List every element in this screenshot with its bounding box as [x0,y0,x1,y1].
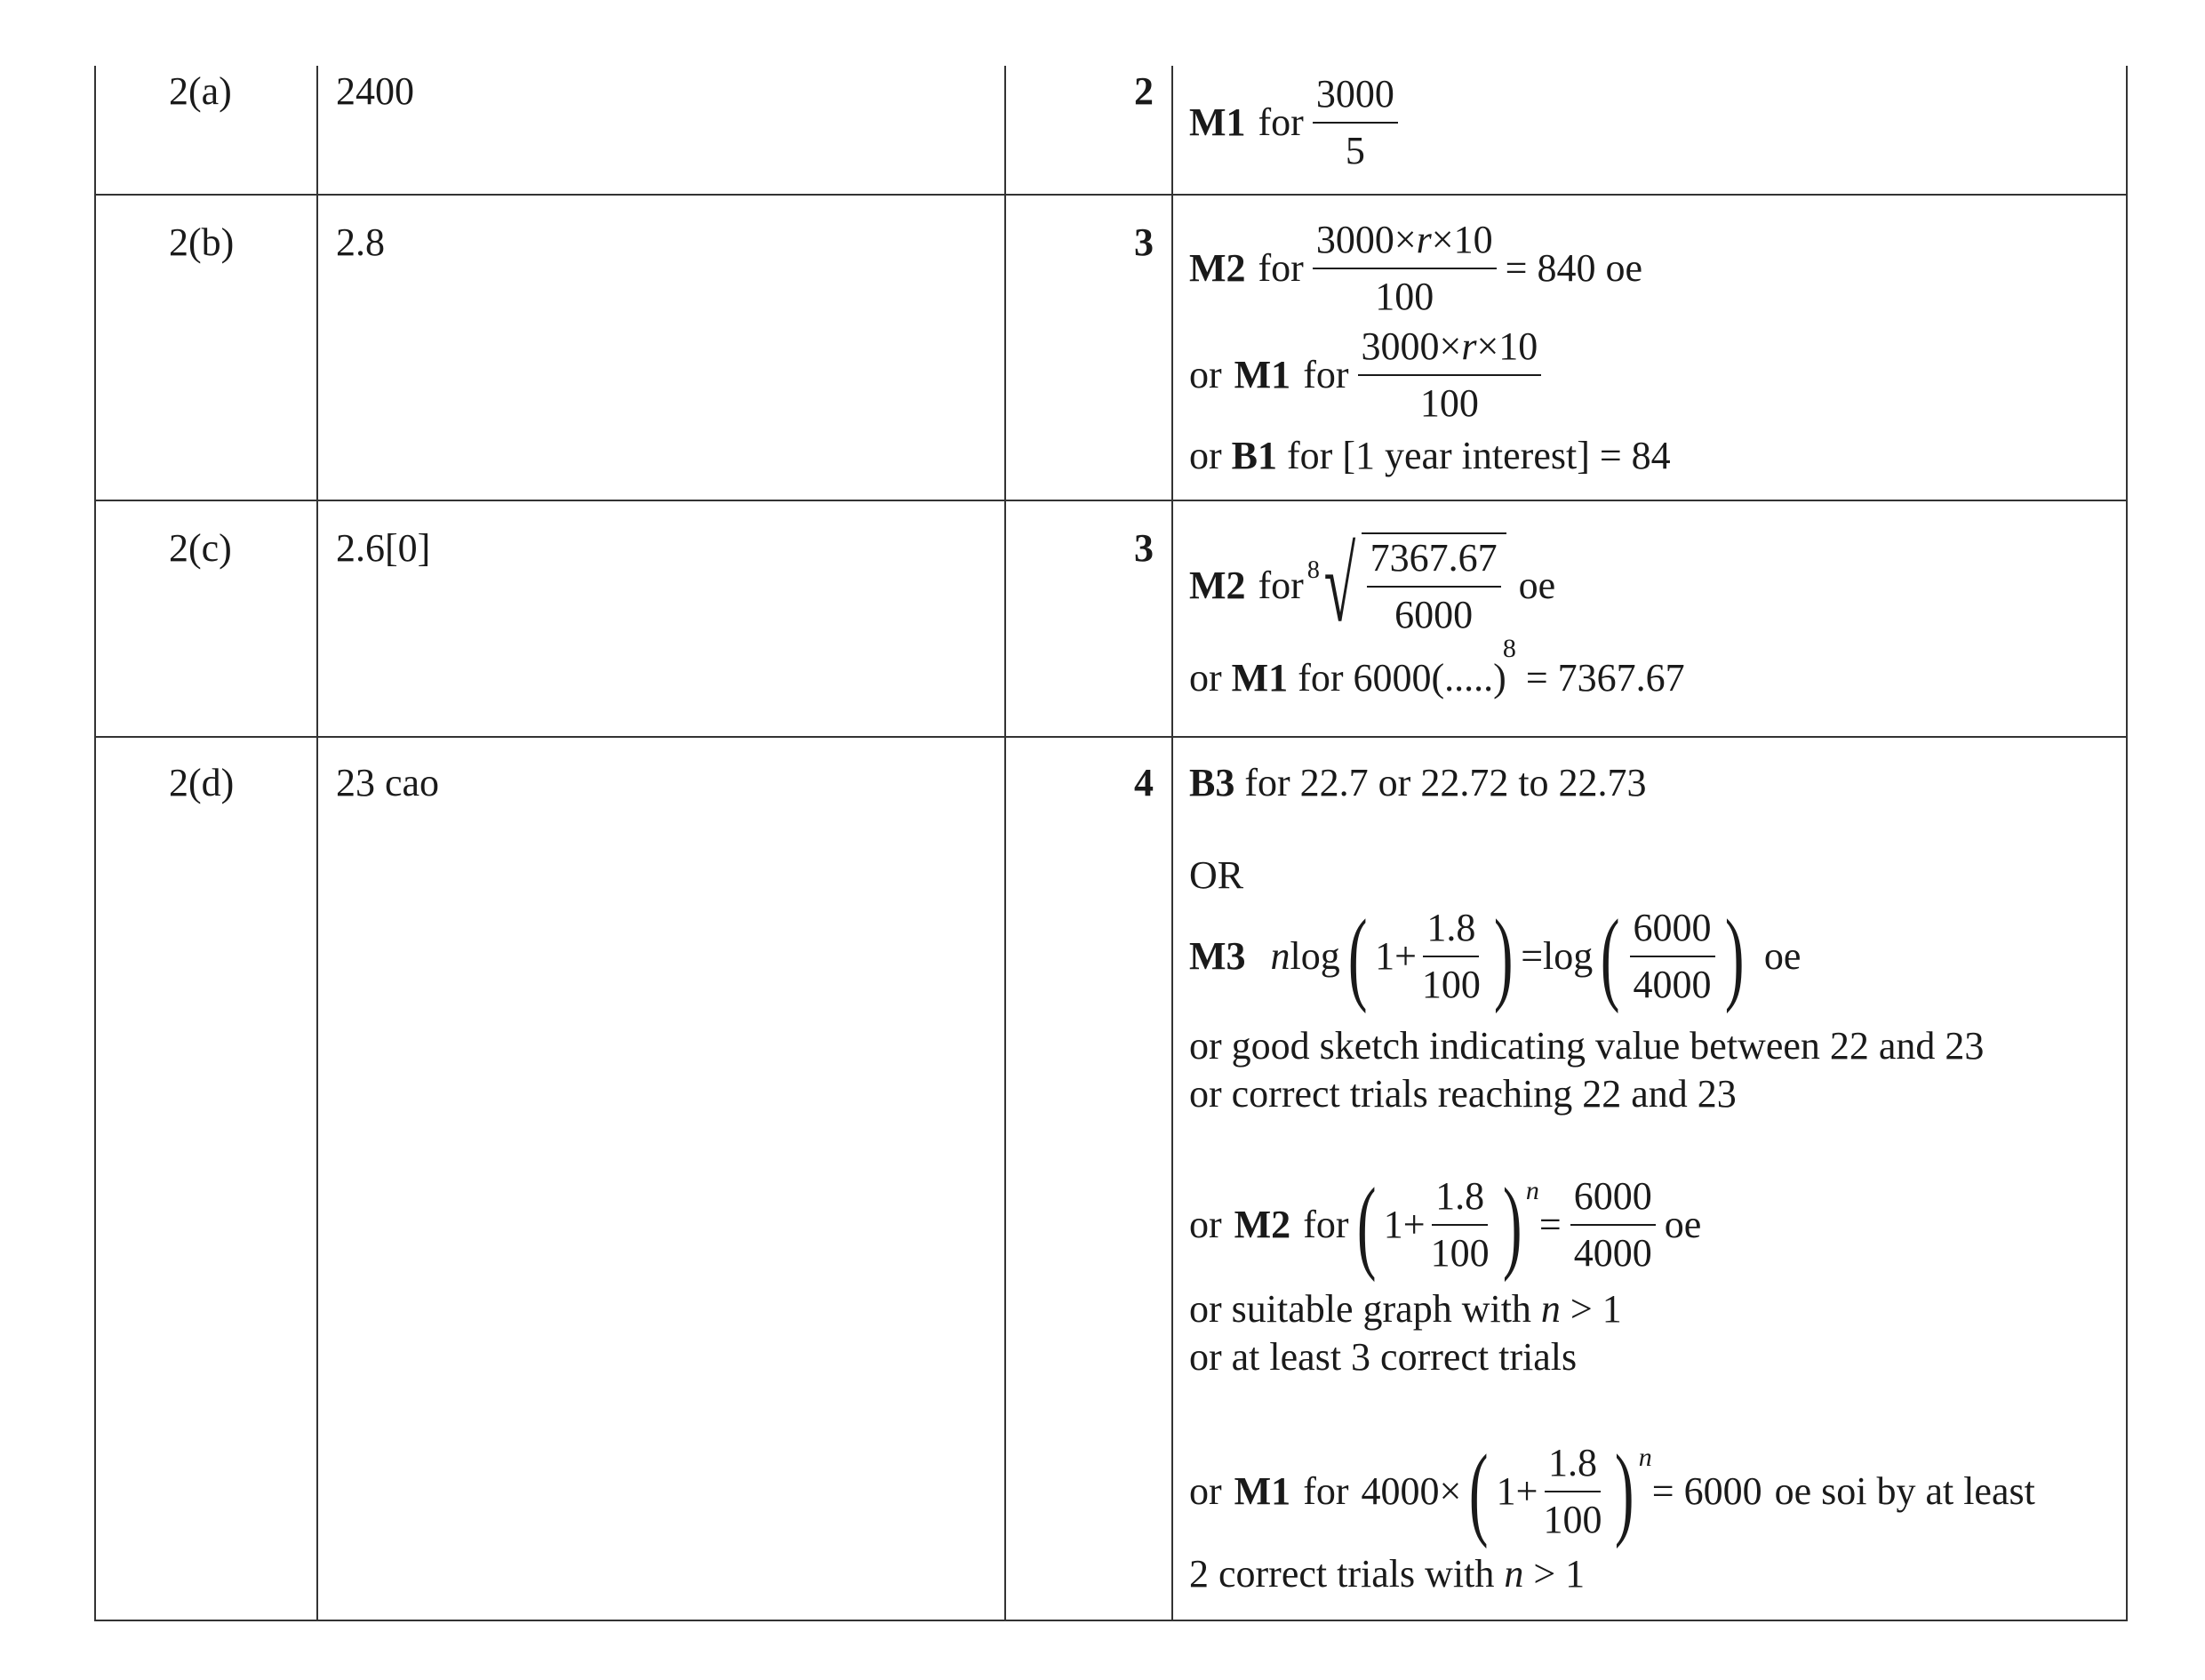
power-n: n [1525,1176,1539,1205]
mark-2a: 2 [1134,69,1154,113]
graph-text: or suitable graph with [1189,1287,1531,1331]
variable-n: n [1504,1552,1524,1596]
table-border-left [94,66,96,1620]
rhs-text: = 6000 [1651,1469,1762,1513]
guidance-2d-or: OR [1189,853,1244,897]
variable-r: r [1416,218,1432,261]
fraction-denominator: 100 [1543,1498,1602,1541]
close-paren-icon: ) [1615,1433,1634,1549]
close-paren-icon: ) [1493,898,1514,1014]
row-divider-c-d [94,736,2128,738]
guidance-2d-m2 [1189,1166,1702,1283]
num-part: 3000 [1315,218,1394,261]
trials-condition: > 1 [1533,1552,1586,1596]
or-text: or [1189,656,1222,700]
mark-2c: 3 [1134,526,1154,570]
tail-text: oe soi by at least [1774,1469,2035,1513]
fraction-denominator: 100 [1421,963,1481,1006]
fraction [1358,323,1542,428]
inner-dots: ..... [1444,656,1494,700]
power-8: 8 [1502,634,1516,663]
oe-text: oe [1763,934,1802,978]
fraction-numerator: 1.8 [1545,1439,1601,1492]
method-label: M1 [1231,656,1289,700]
guidance-2b-m2 [1189,215,1642,322]
power-n: n [1638,1443,1652,1472]
or-text: or [1189,1469,1222,1513]
open-paren-icon: ( [1601,898,1620,1014]
method-label: M1 [1234,1469,1291,1513]
close-paren-icon: ) [1502,1166,1522,1283]
close-paren-icon: ) [1724,898,1745,1014]
b3-text: for 22.7 or 22.72 to 22.73 [1244,761,1647,804]
fraction [1539,1439,1605,1544]
for-text: for [1298,656,1344,700]
question-number-2c: 2(c) [169,526,232,570]
one-plus: 1+ [1375,934,1417,978]
variable-n: n [1540,1287,1561,1331]
column-divider-3 [1171,66,1173,1620]
rhs-text: = 7367.67 [1525,656,1685,700]
times-sign: × [1394,218,1417,261]
open-paren: ( [1431,656,1445,700]
trials-text: 2 correct trials with [1189,1552,1495,1596]
graph-condition: > 1 [1570,1287,1622,1331]
method-label: B3 [1189,761,1235,804]
equals-sign: = [1521,934,1544,978]
open-paren-icon: ( [1469,1433,1489,1549]
close-paren: ) [1493,656,1506,700]
fraction-numerator: 1.8 [1423,904,1479,957]
method-label: M1 [1234,353,1291,396]
fraction-numerator: 3000 [1313,70,1398,124]
fraction-numerator: 1.8 [1432,1172,1488,1226]
open-paren-icon: ( [1347,898,1368,1014]
one-plus: 1+ [1496,1469,1538,1513]
rhs-text: = 840 oe [1505,246,1642,290]
one-plus: 1+ [1383,1203,1426,1246]
times-sign: × [1431,218,1454,261]
fraction-denominator: 4000 [1633,963,1712,1006]
oe-text: oe [1664,1203,1702,1246]
for-text: for [1303,353,1349,396]
for-text: for [1258,564,1304,607]
num-part: 10 [1498,324,1538,368]
question-number-2a: 2(a) [169,69,232,113]
or-text: or [1189,1203,1222,1246]
for-text: for [1258,100,1304,144]
fraction-numerator [1313,216,1497,269]
fraction [1313,70,1398,175]
guidance-2a-m1 [1189,69,1407,176]
fraction-numerator: 6000 [1630,904,1715,957]
guidance-2d-b3 [1189,761,1647,805]
root-index: 8 [1306,556,1320,584]
num-part: 3000 [1361,324,1440,368]
fraction [1570,1172,1656,1277]
fraction [1418,904,1484,1009]
guidance-2b-m1 [1189,322,1550,428]
guidance-2d-trials: or correct trials reaching 22 and 23 [1189,1072,1737,1116]
fraction-denominator: 5 [1345,129,1365,172]
for-text: for [1303,1469,1349,1513]
base-value: 4000× [1361,1469,1462,1513]
question-number-2b: 2(b) [169,220,235,264]
answer-2b: 2.8 [336,220,385,264]
num-part: 10 [1453,218,1493,261]
guidance-2d-sketch: or good sketch indicating value between 22 and 23 [1189,1024,1985,1068]
fraction-denominator: 100 [1419,381,1479,425]
root-sign-icon: √ [1323,527,1356,644]
b1-text: for [1 year interest] = 84 [1287,434,1671,477]
method-label: M2 [1189,564,1246,607]
log-text: log [1290,934,1340,978]
fraction-numerator: 7367.67 [1367,534,1501,588]
method-label: M2 [1234,1203,1291,1246]
table-border-right [2126,66,2128,1620]
fraction [1630,904,1715,1009]
method-label: M1 [1189,100,1246,144]
mark-2b: 3 [1134,220,1154,264]
log-text: log [1543,934,1594,978]
guidance-2c-m1 [1189,634,1685,705]
mark-2d: 4 [1134,761,1154,804]
fraction-denominator: 100 [1430,1231,1490,1275]
equals-sign: = [1538,1203,1562,1246]
answer-2d: 23 cao [336,761,440,804]
fraction-denominator: 100 [1375,275,1434,318]
fraction [1427,1172,1493,1277]
fraction [1313,216,1497,321]
guidance-2b-b1 [1189,434,1671,478]
answer-2a: 2400 [336,69,414,113]
fraction-denominator: 4000 [1573,1231,1652,1275]
method-label: M2 [1189,246,1246,290]
variable-r: r [1461,324,1477,368]
times-sign: × [1439,324,1462,368]
fraction-denominator: 6000 [1394,593,1474,636]
for-text: for [1303,1203,1349,1246]
oe-text: oe [1518,564,1556,607]
fraction-numerator [1358,323,1542,376]
fraction-numerator: 6000 [1570,1172,1656,1226]
method-label: M3 [1189,934,1246,978]
method-label: B1 [1231,434,1278,477]
base-value: 6000 [1353,656,1432,700]
guidance-2d-last [1189,1552,1585,1596]
or-text: or [1189,353,1222,396]
guidance-2d-least3: or at least 3 correct trials [1189,1335,1578,1379]
question-number-2d: 2(d) [169,761,235,804]
root-body [1362,532,1506,639]
or-text: or [1189,434,1222,477]
variable-n: n [1270,934,1290,978]
guidance-2c-m2 [1189,528,1555,644]
guidance-2d-m3 [1189,898,1802,1014]
eighth-root [1306,527,1506,644]
row-divider-a-b [94,194,2128,196]
for-text: for [1258,246,1304,290]
open-paren-icon: ( [1356,1166,1376,1283]
column-divider-2 [1004,66,1006,1620]
table-border-bottom [94,1620,2128,1621]
column-divider-1 [316,66,318,1620]
answer-2c: 2.6[0] [336,526,431,570]
guidance-2d-m1 [1189,1433,2035,1549]
times-sign: × [1476,324,1499,368]
fraction [1367,534,1501,639]
guidance-2d-graph [1189,1287,1622,1332]
row-divider-b-c [94,500,2128,501]
